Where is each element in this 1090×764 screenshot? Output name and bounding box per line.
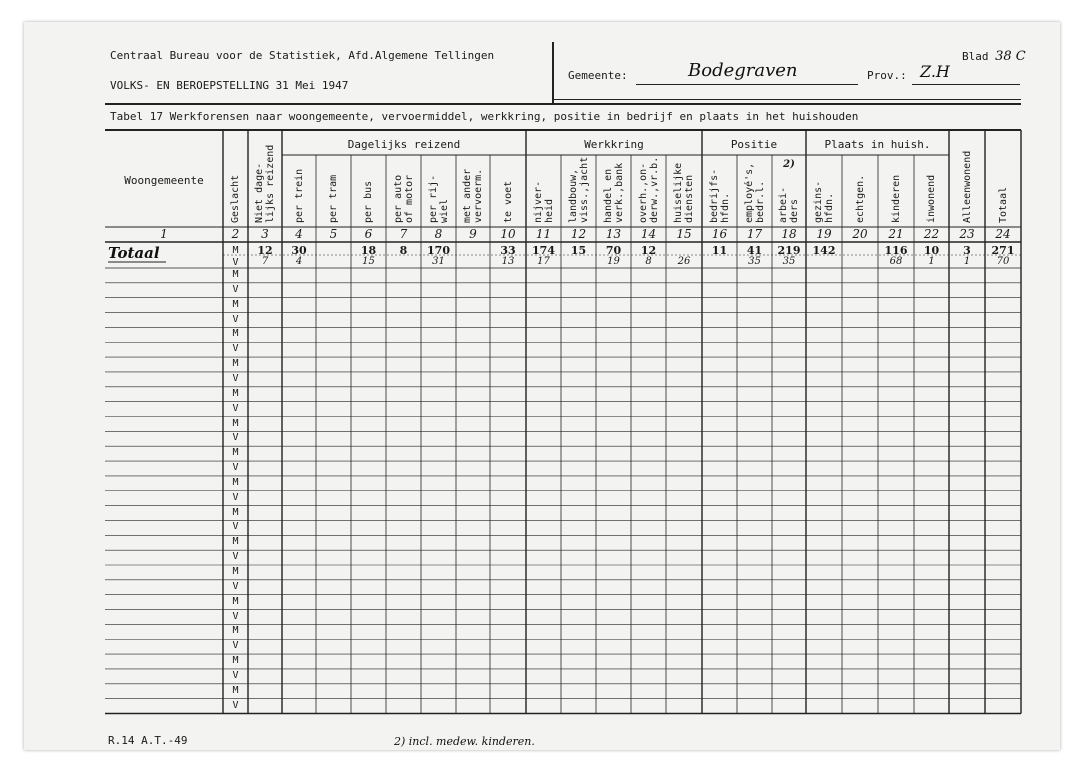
- group-label-2: Werkkring: [584, 138, 644, 151]
- totaal-V-col-24: 70: [996, 256, 1010, 267]
- province-value: Z.H: [920, 62, 950, 81]
- sheet-number: 38 C: [995, 49, 1026, 64]
- column-number-16: 16: [711, 227, 728, 241]
- totaal-M-col-12: 15: [570, 244, 587, 257]
- census-form-sheet: [24, 22, 1060, 750]
- sheet-label-text: Blad: [962, 50, 989, 63]
- totaal-V-col-11: 17: [537, 256, 550, 267]
- column-label-6: per bus: [363, 180, 374, 223]
- column-number-19: 19: [816, 227, 832, 241]
- totaal-M-col-14: 12: [640, 244, 657, 257]
- municipality-value: Bodegraven: [688, 60, 798, 81]
- totaal-M-col-21: 116: [884, 244, 908, 257]
- table-title: Tabel 17 Werkforensen naar woongemeente, vervoermiddel, werkkring, positie in bedrijf en plaats in het huishouden: [110, 110, 859, 123]
- column-number-21: 21: [888, 227, 904, 241]
- column-label-10: te voet: [502, 180, 514, 223]
- totaal-V-col-13: 19: [607, 256, 620, 267]
- column-label-2: Geslacht: [230, 174, 241, 223]
- row-sex-6: V: [232, 343, 239, 355]
- row-sex-14: V: [232, 462, 239, 474]
- column-number-15: 15: [676, 227, 692, 241]
- totaal-M-col-22: 10: [923, 244, 940, 257]
- totaal-M-col-17: 41: [746, 244, 763, 257]
- group-label-3: Positie: [730, 138, 778, 151]
- row-sex-3: M: [232, 298, 239, 310]
- column-number-13: 13: [605, 227, 622, 241]
- column-label-14: overh.,on- derw.,vr.b.: [637, 156, 660, 223]
- column-label-16: bedrijfs- hfdn.: [708, 168, 731, 223]
- woongemeente-header: Woongemeente: [124, 174, 204, 187]
- column-number-5: 5: [329, 227, 338, 241]
- totaal-V-col-21: 68: [889, 256, 903, 267]
- row-sex-20: V: [232, 551, 239, 563]
- totaal-M-col-6: 18: [360, 244, 377, 257]
- column-number-20: 20: [852, 227, 868, 241]
- totaal-M-col-23: 3: [963, 244, 971, 257]
- totaal-M-col-4: 30: [291, 244, 307, 257]
- row-sex-21: M: [232, 566, 239, 577]
- row-sex-7: M: [232, 358, 239, 370]
- row-sex-22: V: [232, 580, 239, 592]
- totaal-V-col-14: 8: [645, 256, 652, 267]
- row-sex-15: M: [232, 476, 239, 488]
- row-sex-27: M: [232, 655, 239, 667]
- row-sex-18: V: [232, 521, 239, 533]
- totaal-label: Totaal: [108, 244, 160, 262]
- census-title: VOLKS- EN BEROEPSTELLING 31 Mei 1947: [110, 79, 349, 92]
- column-label-19: gezins- hfdn.: [813, 180, 835, 223]
- municipality-label: Gemeente:: [568, 69, 628, 82]
- column-number-22: 22: [923, 227, 940, 241]
- row-sex-5: M: [232, 328, 239, 340]
- row-sex-23: M: [232, 595, 239, 607]
- row-sex-10: V: [232, 402, 239, 414]
- column-number-2: 2: [231, 227, 240, 241]
- column-label-18: arbei- ders: [778, 186, 800, 223]
- totaal-M-col-16: 11: [711, 244, 728, 257]
- table-grid: [24, 22, 1060, 750]
- totaal-M-col-8: 170: [427, 244, 450, 257]
- row-sex-29: M: [232, 684, 239, 696]
- column-number-23: 23: [959, 227, 975, 241]
- column-number-6: 6: [364, 227, 373, 241]
- column-label-15: huiselijke diensten: [673, 162, 695, 223]
- totaal-V-col-4: 4: [295, 256, 303, 267]
- totaal-M-col-7: 8: [399, 244, 408, 257]
- column-number-14: 14: [640, 227, 657, 241]
- group-label-4: Plaats in huish.: [824, 138, 931, 151]
- row-sex-25: M: [232, 625, 239, 637]
- row-sex-24: V: [232, 610, 239, 622]
- totaal-M-col-18: 219: [777, 244, 801, 257]
- column-label-13: handel en verk.,bank: [602, 162, 625, 223]
- totaal-V-col-8: 31: [432, 256, 445, 267]
- column-label-22: inwonend: [926, 174, 937, 223]
- totaal-M-col-19: 142: [812, 244, 836, 257]
- column-label-23: Alleenwonend: [961, 150, 973, 223]
- column-number-17: 17: [746, 227, 763, 241]
- totaal-V-col-18: 35: [782, 256, 796, 267]
- column-number-18: 18: [781, 227, 797, 241]
- column-label-11: nijver- heid: [532, 180, 555, 223]
- totaal-M-col-13: 70: [605, 244, 622, 257]
- column-number-12: 12: [570, 227, 587, 241]
- form-code: R.14 A.T.-49: [108, 734, 188, 747]
- totaal-V-col-6: 15: [362, 256, 375, 267]
- row-sex-30: V: [232, 699, 239, 711]
- row-sex-8: V: [232, 372, 239, 384]
- row-sex-17: M: [232, 506, 239, 518]
- row-sex-2: V: [232, 283, 239, 295]
- row-sex-26: V: [232, 640, 239, 652]
- agency-name: Centraal Bureau voor de Statistiek, Afd.Algemene Tellingen: [110, 49, 495, 62]
- totaal-M-col-11: 174: [532, 244, 555, 257]
- row-sex-4: V: [232, 313, 239, 325]
- footnote-mark: 2): [783, 159, 795, 170]
- column-number-7: 7: [399, 227, 408, 241]
- row-sex-19: M: [232, 536, 239, 548]
- column-label-20: echtgen.: [854, 174, 866, 223]
- column-label-9: met ander vervoerm.: [462, 168, 484, 223]
- totaal-M-col-3: 12: [257, 244, 273, 257]
- totaal-V-col-3: 7: [261, 256, 269, 267]
- column-label-7: per auto of motor: [392, 174, 415, 223]
- group-label-1: Dagelijks reizend: [347, 138, 461, 151]
- column-label-21: kinderen: [890, 174, 902, 223]
- totaal-M-col-24: 271: [991, 244, 1015, 257]
- totaal-sex-V: V: [232, 257, 239, 268]
- totaal-M-col-10: 33: [500, 244, 516, 257]
- totaal-V-col-15: 26: [677, 256, 691, 267]
- column-label-4: per trein: [293, 168, 305, 223]
- column-label-24: Totaal: [997, 186, 1009, 223]
- column-number-9: 9: [469, 227, 477, 241]
- row-sex-16: V: [232, 491, 239, 503]
- row-sex-28: V: [232, 669, 239, 681]
- column-number-11: 11: [535, 227, 552, 241]
- totaal-V-col-23: 1: [963, 256, 971, 267]
- column-number-4: 4: [295, 227, 303, 241]
- column-number-10: 10: [500, 227, 516, 241]
- totaal-V-col-17: 35: [748, 256, 761, 267]
- column-label-3: Niet dage- lijks reizend: [254, 144, 276, 223]
- row-sex-12: V: [232, 432, 239, 444]
- row-sex-13: M: [232, 447, 239, 459]
- totaal-V-col-10: 13: [501, 256, 515, 267]
- column-number-1: 1: [160, 227, 168, 241]
- column-number-8: 8: [434, 227, 443, 241]
- column-label-17: employé's, bedr.l.: [743, 162, 766, 223]
- province-label: Prov.:: [867, 69, 907, 82]
- column-label-12: landbouw, viss.,jacht: [567, 156, 590, 223]
- column-label-8: per rij- wiel: [427, 174, 450, 223]
- column-number-3: 3: [261, 227, 269, 241]
- row-sex-9: M: [232, 387, 239, 399]
- row-sex-1: M: [232, 269, 239, 280]
- column-label-5: per tram: [328, 174, 339, 223]
- column-number-24: 24: [995, 227, 1011, 241]
- footnote: 2) incl. medew. kinderen.: [394, 735, 535, 748]
- totaal-sex-M: M: [232, 245, 239, 256]
- row-sex-11: M: [232, 417, 239, 429]
- totaal-V-col-22: 1: [928, 256, 935, 267]
